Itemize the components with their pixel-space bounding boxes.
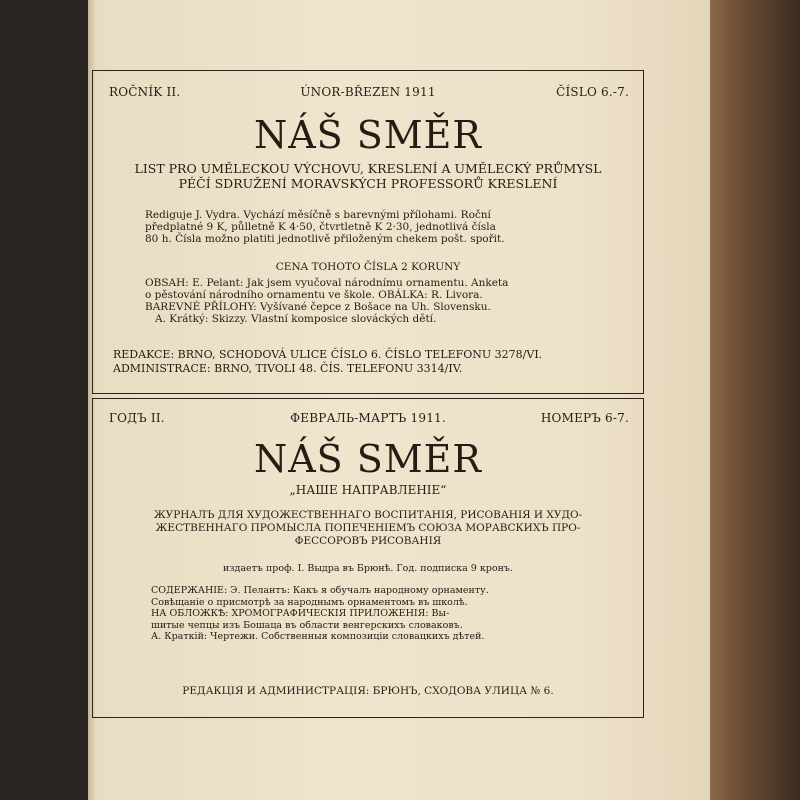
volume-label: ROČNÍK II. <box>109 85 181 99</box>
issue-price: CENA TOHOTO ČÍSLA 2 KORUNY <box>275 261 461 273</box>
volume-label: ГОДЪ II. <box>109 411 165 425</box>
contents-line: BAREVNÉ PŘÍLOHY: Vyšívané čepce z Bošace na Uh. Slovensku. <box>145 301 491 313</box>
contents-block <box>145 277 603 325</box>
book-edge <box>710 0 800 800</box>
issue-label: НОМЕРЪ 6-7. <box>540 411 629 425</box>
date-label: ФЕВРАЛЬ-МАРТЪ 1911. <box>290 411 446 425</box>
subtitle-line: ЖЕСТВЕННАГО ПРОМЫСЛА ПОПЕЧЕНІЕМЪ СОЮЗА МОРАВСКИХЪ ПРО- <box>155 522 581 534</box>
contents-line: А. Краткій: Чертежи. Собственныя композиціи словацкихъ дѣтей. <box>151 631 485 642</box>
contents-line: Совѣщаніе о присмотрѣ за народнымъ орнаментомъ въ школѣ. <box>151 596 468 608</box>
subtitle-line: ЖУРНАЛЪ ДЛЯ ХУДОЖЕСТВЕННАГО ВОСПИТАНІЯ, РИСОВАНІЯ И ХУДО- <box>153 509 583 521</box>
czech-masthead-panel <box>92 70 644 394</box>
administration-address: ADMINISTRACE: BRNO, TIVOLI 48. ČÍS. TELEFONU 3314/IV. <box>113 362 463 375</box>
magazine-title: NÁŠ SMĚR <box>253 437 483 481</box>
contents-line: СОДЕРЖАНІЕ: Э. Пелантъ: Какъ я обучалъ народному орнаменту. <box>151 585 489 596</box>
russian-masthead-panel <box>92 398 644 718</box>
russian-contents-block <box>151 585 603 643</box>
subtitle-line-1: LIST PRO UMĚLECKOU VÝCHOVU, KRESLENÍ A UMĚLECKÝ PRŮMYSL <box>134 161 602 176</box>
contents-line: A. Krátký: Skizzy. Vlastní komposice slováckých dětí. <box>155 313 437 325</box>
subtitle-line-2: PÉČÍ SDRUŽENÍ MORAVSKÝCH PROFESSORŮ KRESLENÍ <box>178 176 558 191</box>
contents-line: o pěstování národního ornamentu ve škole. OBÁLKA: R. Livora. <box>145 289 483 301</box>
russian-subtitle <box>93 509 643 548</box>
title-translation: „НАШЕ НАПРАВЛЕНІЕ“ <box>289 483 447 497</box>
contents-line: НА ОБЛОЖКѢ: ХРОМОГРАФИЧЕСКІЯ ПРИЛОЖЕНІЯ: Вы- <box>151 608 450 619</box>
publisher-line: издаетъ проф. I. Выдра въ Брюнѣ. Год. подписка 9 кронъ. <box>223 563 513 574</box>
publication-info <box>145 209 603 245</box>
info-line: Rediguje J. Vydra. Vychází měsíčně s barevnými přílohami. Roční <box>145 209 491 221</box>
contents-line: шитые чепцы изъ Бошаца въ области венгерскихъ словаковъ. <box>151 619 463 631</box>
editorial-address: РЕДАКЦІЯ И АДМИНИСТРАЦІЯ: БРЮНЪ, СХОДОВА УЛИЦА № 6. <box>182 685 554 697</box>
issue-label: ČÍSLO 6.-7. <box>556 85 629 99</box>
editorial-address: REDAKCE: BRNO, SCHODOVÁ ULICE ČÍSLO 6. ČÍSLO TELEFONU 3278/VI. <box>113 348 543 361</box>
info-line: předplatné 9 K, půlletně K 4·50, čtvrtletně K 2·30, jednotlivá čísla <box>145 221 496 233</box>
magazine-title: NÁŠ SMĚR <box>253 113 483 157</box>
subtitle-line: ФЕССОРОВЪ РИСОВАНІЯ <box>294 535 442 547</box>
date-label: ÚNOR-BŘEZEN 1911 <box>300 85 436 99</box>
contents-line: OBSAH: E. Pelant: Jak jsem vyučoval národnímu ornamentu. Anketa <box>145 277 509 289</box>
info-line: 80 h. Čísla možno platiti jednotlivě přiloženým chekem pošt. spořit. <box>145 233 505 245</box>
